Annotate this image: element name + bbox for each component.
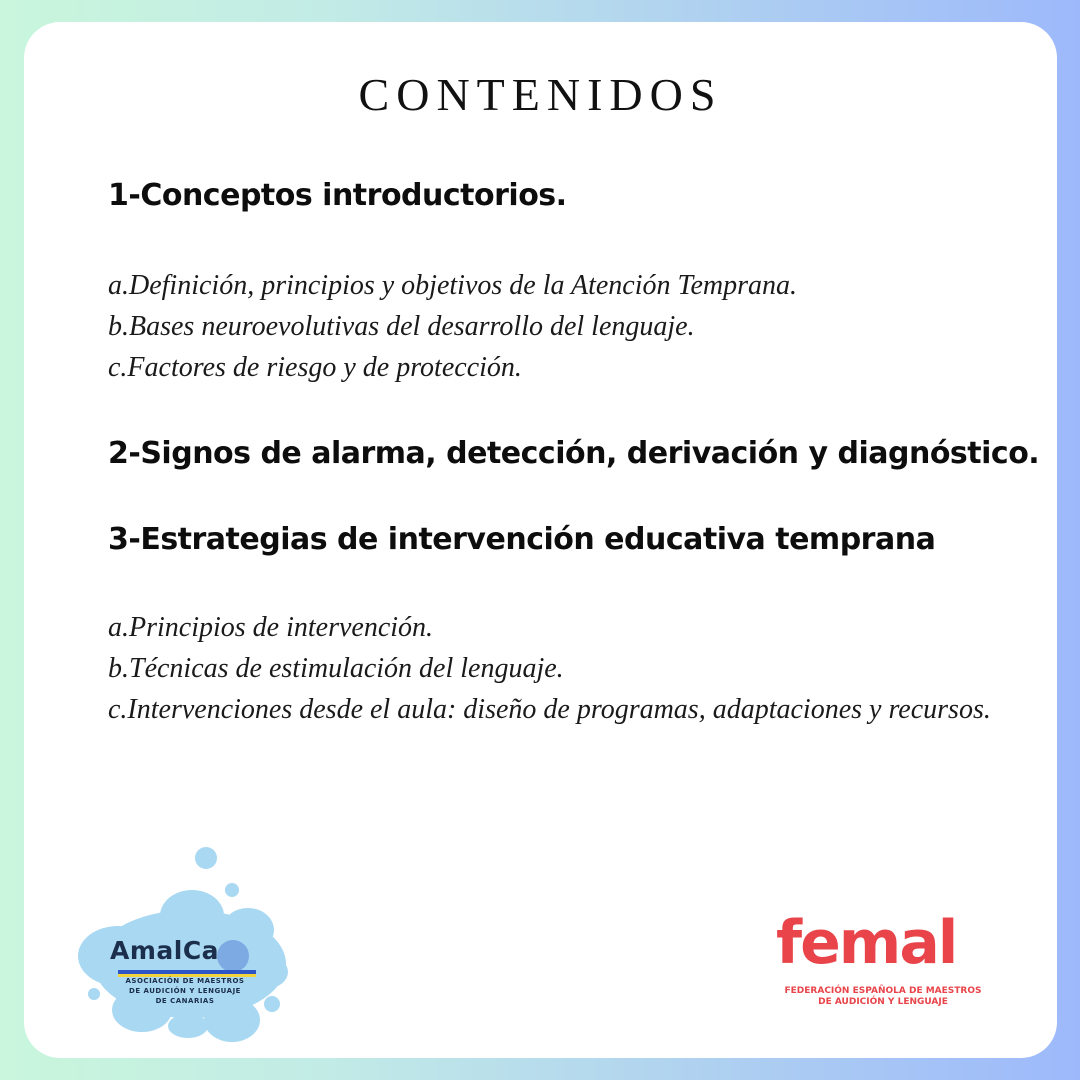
amalca-logo bbox=[72, 844, 302, 1044]
femal-wordmark: femal bbox=[776, 908, 957, 978]
section-3-list bbox=[108, 607, 1008, 730]
section-heading-2: 2-Signos de alarma, detección, derivación y diagnóstico. bbox=[108, 436, 1040, 471]
section-1-list bbox=[108, 265, 1008, 388]
amalca-subtitle-line: DE AUDICIÓN Y LENGUAJE bbox=[129, 987, 241, 995]
amalca-subtitle-line: ASOCIACIÓN DE MAESTROS bbox=[125, 977, 245, 985]
list-item: a.Definición, principios y objetivos de la Atención Temprana. bbox=[108, 270, 798, 301]
list-item: a.Principios de intervención. bbox=[108, 612, 434, 643]
femal-subtitle bbox=[776, 986, 990, 1008]
section-heading-1: 1-Conceptos introductorios. bbox=[108, 178, 567, 213]
list-item: c.Factores de riesgo y de protección. bbox=[108, 352, 522, 383]
femal-logo bbox=[776, 908, 996, 1022]
content-card bbox=[24, 22, 1057, 1058]
page-title: CONTENIDOS bbox=[358, 69, 723, 120]
femal-subtitle-line: FEDERACIÓN ESPAÑOLA DE MAESTROS bbox=[784, 986, 982, 996]
amalca-subtitle-line: DE CANARIAS bbox=[155, 997, 215, 1005]
list-item: c.Intervenciones desde el aula: diseño de programas, adaptaciones y recursos. bbox=[108, 694, 991, 725]
femal-subtitle-line: DE AUDICIÓN Y LENGUAJE bbox=[818, 997, 948, 1007]
list-item: b.Técnicas de estimulación del lenguaje. bbox=[108, 653, 564, 684]
amalca-wordmark: AmalCa bbox=[110, 936, 220, 965]
section-heading-3: 3-Estrategias de intervención educativa temprana bbox=[108, 522, 936, 557]
amalca-subtitle bbox=[120, 976, 250, 1006]
list-item: b.Bases neuroevolutivas del desarrollo del lenguaje. bbox=[108, 311, 695, 342]
